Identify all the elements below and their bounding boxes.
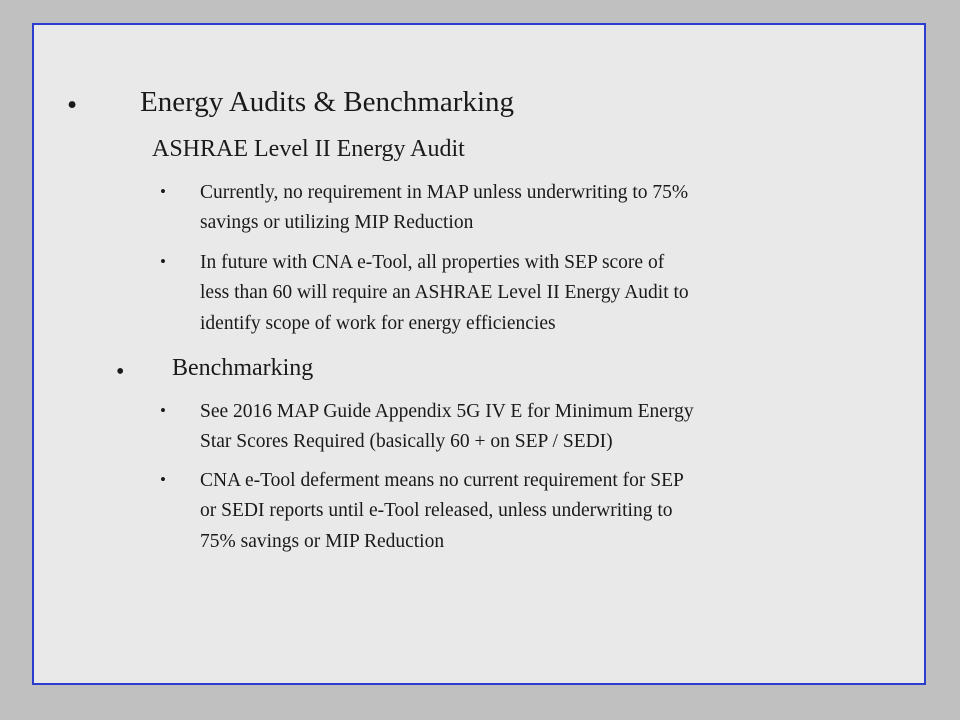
bullet-marker: • <box>160 401 166 420</box>
section-heading-ashrae: ASHRAE Level II Energy Audit <box>152 136 465 162</box>
list-item-line: See 2016 MAP Guide Appendix 5G IV E for Minimum Energy <box>200 401 694 422</box>
list-item-line: Currently, no requirement in MAP unless underwriting to 75% <box>200 182 689 203</box>
list-item-line: or SEDI reports until e-Tool released, unless underwriting to <box>200 500 673 521</box>
bullet-marker: • <box>116 359 125 385</box>
list-item-line: identify scope of work for energy efficiencies <box>200 313 556 334</box>
list-item-line: Star Scores Required (basically 60 + on SEP / SEDI) <box>200 431 613 452</box>
list-item-line: In future with CNA e-Tool, all properties with SEP score of <box>200 252 665 273</box>
section-heading-benchmarking: Benchmarking <box>172 355 314 381</box>
slide-title: Energy Audits & Benchmarking <box>140 86 514 118</box>
bullet-marker: • <box>67 89 78 121</box>
list-item-line: CNA e-Tool deferment means no current requirement for SEP <box>200 470 684 491</box>
bullet-marker: • <box>160 252 166 271</box>
bullet-marker: • <box>160 182 166 201</box>
slide-frame <box>32 23 926 685</box>
bullet-marker: • <box>160 470 166 489</box>
list-item-line: less than 60 will require an ASHRAE Level II Energy Audit to <box>200 282 689 303</box>
list-item-line: 75% savings or MIP Reduction <box>200 531 445 552</box>
list-item-line: savings or utilizing MIP Reduction <box>200 212 474 233</box>
